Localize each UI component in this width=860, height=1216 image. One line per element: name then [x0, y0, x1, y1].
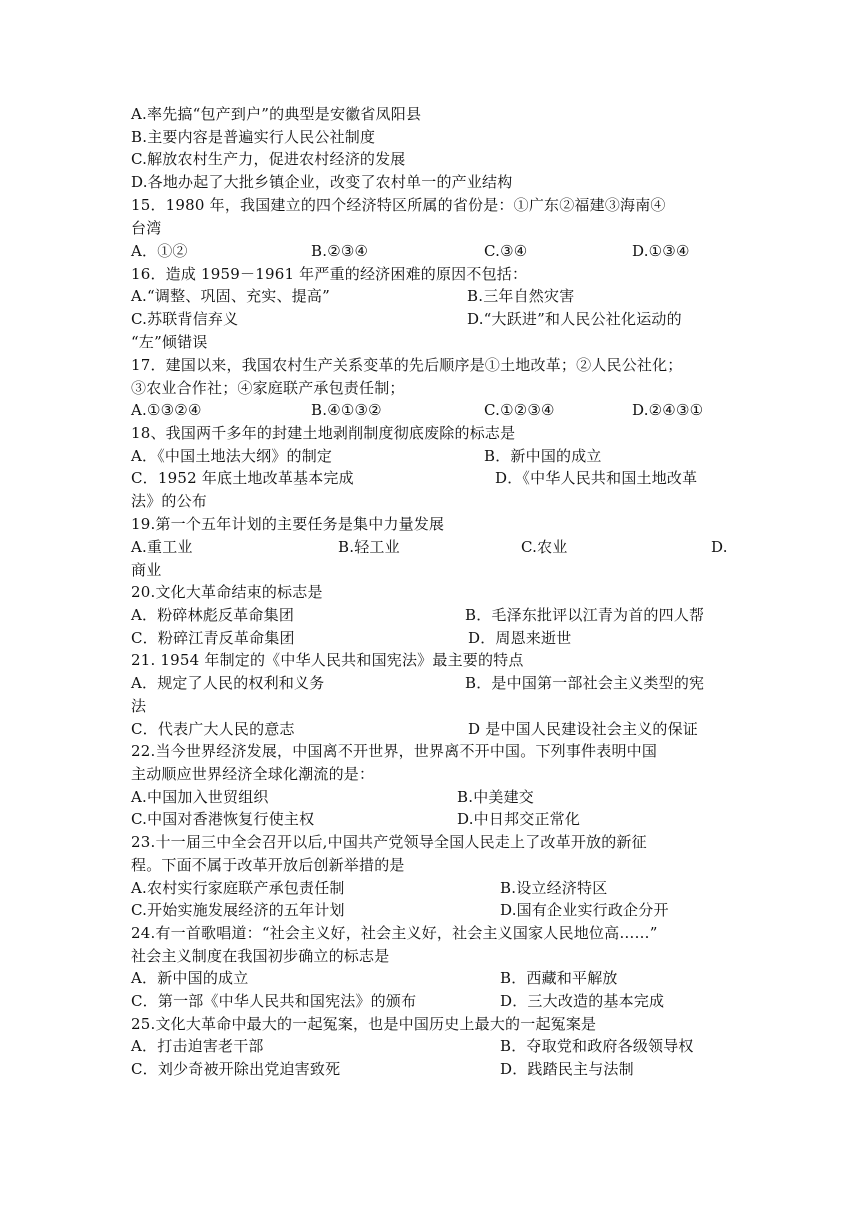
q18-stem: 18、我国两千多年的封建土地剥削制度彻底废除的标志是	[131, 424, 516, 442]
q22-option-d: D.中日邦交正常化	[457, 810, 581, 828]
q18-option-b: B．新中国的成立	[484, 447, 602, 465]
q18-option-a: A．《中国土地法大纲》的制定	[131, 447, 333, 465]
q19-option-b: B.轻工业	[338, 538, 400, 556]
q18-option-d-cont: 法》的公布	[131, 492, 208, 510]
q17-option-d: D.②④③①	[632, 401, 704, 419]
q25-stem: 25.文化大革命中最大的一起冤案，也是中国历史上最大的一起冤案是	[131, 1015, 597, 1033]
q17-stem-cont: ③农业合作社；④家庭联产承包责任制；	[131, 379, 405, 397]
q20-option-d: D．周恩来逝世	[468, 629, 572, 647]
q23-stem: 23.十一届三中全会召开以后,中国共产党领导全国人民走上了改革开放的新征	[131, 833, 647, 851]
q21-option-b: B．是中国第一部社会主义类型的宪	[465, 674, 705, 692]
q18-option-d: D．《中华人民共和国土地改革	[495, 469, 698, 487]
q24-stem: 24.有一首歌唱道：“社会主义好，社会主义好，社会主义国家人民地位高……”	[131, 924, 658, 942]
q17-stem: 17．建国以来，我国农村生产关系变革的先后顺序是①土地改革；②人民公社化；	[131, 356, 683, 374]
q16-option-d-cont: “左”倾错误	[131, 333, 208, 351]
q21-option-a: A．规定了人民的权利和义务	[131, 674, 325, 692]
q20-option-b: B．毛泽东批评以江青为首的四人帮	[465, 606, 705, 624]
q17-option-b: B.④①③②	[311, 401, 382, 419]
q22-option-a: A.中国加入世贸组织	[131, 788, 269, 806]
q19-option-c: C.农业	[521, 538, 568, 556]
q15-option-c: C.③④	[484, 242, 528, 260]
q19-stem: 19.第一个五年计划的主要任务是集中力量发展	[131, 515, 445, 533]
q15-stem-cont: 台湾	[131, 219, 162, 237]
q22-stem: 22.当今世界经济发展，中国离不开世界，世界离不开中国。下列事件表明中国	[131, 742, 658, 760]
q14-option-c: C.解放农村生产力，促进农村经济的发展	[131, 150, 406, 168]
q22-stem-cont: 主动顺应世界经济全球化潮流的是：	[131, 765, 375, 783]
q25-option-c: C．刘少奇被开除出党迫害致死	[131, 1060, 341, 1078]
q22-option-b: B.中美建交	[457, 788, 534, 806]
q20-option-a: A．粉碎林彪反革命集团	[131, 606, 295, 624]
q23-option-d: D.国有企业实行政企分开	[500, 901, 669, 919]
q25-option-d: D．践踏民主与法制	[500, 1060, 634, 1078]
q20-option-c: C．粉碎江青反革命集团	[131, 629, 295, 647]
q21-option-b-cont: 法	[131, 697, 147, 715]
q15-option-a: A．①②	[131, 242, 188, 260]
q22-option-c: C.中国对香港恢复行使主权	[131, 810, 315, 828]
q24-option-d: D．三大改造的基本完成	[500, 992, 665, 1010]
q24-option-c: C．第一部《中华人民共和国宪法》的颁布	[131, 992, 417, 1010]
q23-option-b: B.设立经济特区	[500, 879, 608, 897]
q16-stem: 16．造成 1959－1961 年严重的经济困难的原因不包括：	[131, 265, 528, 283]
q14-option-d: D.各地办起了大批乡镇企业，改变了农村单一的产业结构	[131, 173, 513, 191]
q16-option-b: B.三年自然灾害	[467, 287, 575, 305]
q20-stem: 20.文化大革命结束的标志是	[131, 583, 323, 601]
q16-option-c: C.苏联背信弃义	[131, 310, 239, 328]
q21-stem: 21. 1954 年制定的《中华人民共和国宪法》最主要的特点	[131, 651, 524, 669]
q23-option-c: C.开始实施发展经济的五年计划	[131, 901, 345, 919]
q18-option-c: C．1952 年底土地改革基本完成	[131, 469, 354, 487]
q25-option-b: B．夺取党和政府各级领导权	[500, 1037, 694, 1055]
q24-stem-cont: 社会主义制度在我国初步确立的标志是	[131, 947, 390, 965]
q19-option-a: A.重工业	[131, 538, 193, 556]
q19-option-d: D.	[711, 538, 728, 556]
q14-option-a: A.率先搞“包产到户”的典型是安徽省凤阳县	[131, 105, 422, 123]
q19-option-d-cont: 商业	[131, 561, 162, 579]
q17-option-c: C.①②③④	[484, 401, 555, 419]
q24-option-b: B．西藏和平解放	[500, 969, 618, 987]
q25-option-a: A．打击迫害老干部	[131, 1037, 264, 1055]
q21-option-c: C．代表广大人民的意志	[131, 720, 295, 738]
q16-option-a: A.“调整、巩固、充实、提高”	[131, 287, 330, 305]
q15-option-d: D.①③④	[632, 242, 690, 260]
q14-option-b: B.主要内容是普遍实行人民公社制度	[131, 128, 376, 146]
q24-option-a: A．新中国的成立	[131, 969, 249, 987]
q15-stem: 15．1980 年，我国建立的四个经济特区所属的省份是：①广东②福建③海南④	[131, 196, 666, 214]
q23-stem-cont: 程。下面不属于改革开放后创新举措的是	[131, 856, 405, 874]
q23-option-a: A.农村实行家庭联产承包责任制	[131, 879, 345, 897]
q16-option-d: D.“大跃进”和人民公社化运动的	[467, 310, 682, 328]
q15-option-b: B.②③④	[311, 242, 369, 260]
q21-option-d: D 是中国人民建设社会主义的保证	[468, 720, 698, 738]
q17-option-a: A.①③②④	[131, 401, 202, 419]
